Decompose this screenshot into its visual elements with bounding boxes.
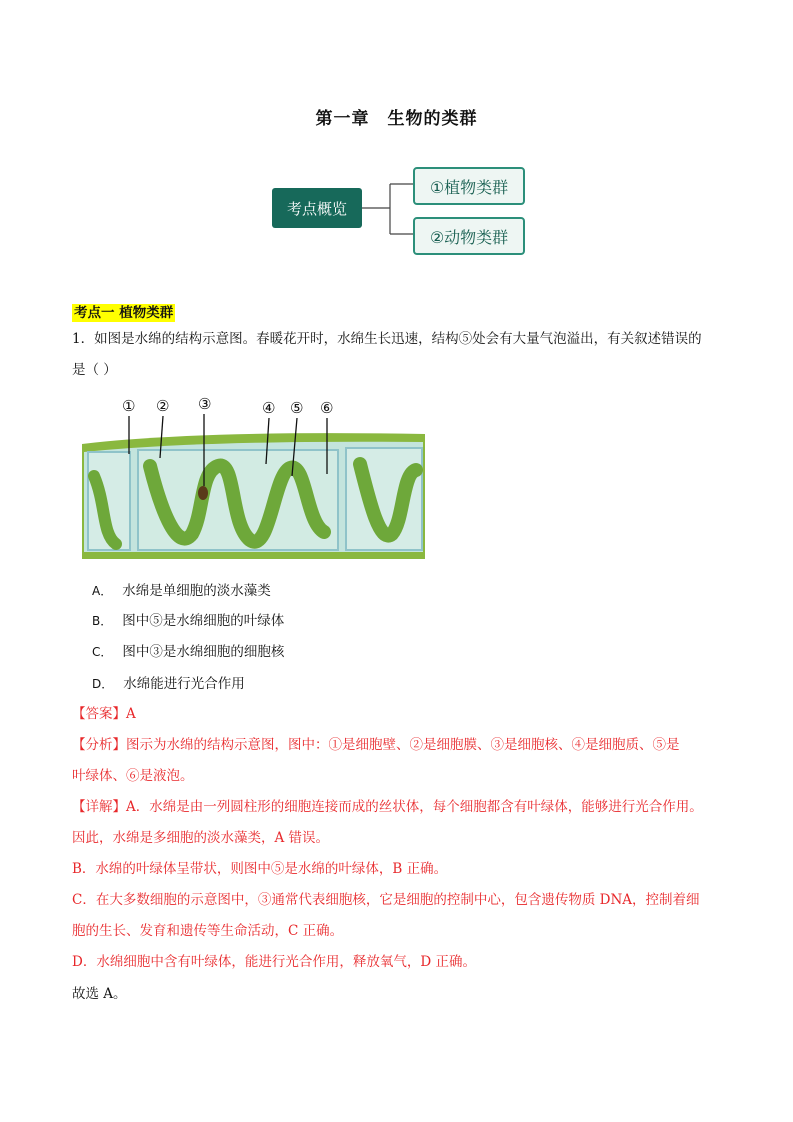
detail-line-4: C．在大多数细胞的示意图中，③通常代表细胞核，它是细胞的控制中心，包含遗传物质 DNA，控制着细	[72, 892, 700, 908]
question-line-1: 1．如图是水绵的结构示意图。春暖花开时，水绵生长迅速，结构⑤处会有大量气泡溢出，有关叙述错误的	[72, 331, 702, 347]
figure-label-3: ③	[198, 395, 212, 413]
analysis-line-2: 叶绿体、⑥是液泡。	[72, 768, 194, 784]
detail-block	[72, 792, 724, 978]
detail-line-5: 胞的生长、发育和遗传等生命活动，C 正确。	[72, 923, 344, 939]
option-b-key: B．	[92, 614, 113, 628]
figure-label-2: ②	[156, 397, 170, 415]
option-d-key: D．	[92, 677, 114, 691]
detail-line-6: D．水绵细胞中含有叶绿体，能进行光合作用，释放氧气，D 正确。	[72, 954, 476, 970]
option-d[interactable]	[92, 674, 245, 694]
figure-label-5: ⑤	[290, 399, 304, 417]
detail-line-2: 因此，水绵是多细胞的淡水藻类，A 错误。	[72, 830, 330, 846]
option-c-text: 图中③是水绵细胞的细胞核	[122, 644, 285, 660]
analysis-block	[72, 730, 724, 792]
chapter-name: 生物的类群	[387, 109, 478, 129]
option-a-key: A．	[92, 584, 113, 598]
figure-label-4: ④	[262, 399, 276, 417]
option-c[interactable]	[92, 642, 284, 662]
figure-label-6: ⑥	[320, 399, 334, 417]
detail-line-3: B．水绵的叶绿体呈带状，则图中⑤是水绵的叶绿体，B 正确。	[72, 861, 448, 877]
mindmap-node-plants: ①植物类群	[413, 167, 525, 205]
question-line-2: 是（ ）	[72, 362, 117, 378]
section-heading: 考点一 植物类群	[74, 305, 174, 321]
option-b[interactable]	[92, 611, 284, 631]
figure-label-1: ①	[122, 397, 136, 415]
analysis-line-1: 图示为水绵的结构示意图，图中：①是细胞壁、②是细胞膜、③是细胞核、④是细胞质、⑤是	[126, 737, 680, 753]
analysis-label: 【分析】	[72, 737, 126, 753]
mindmap-root: 考点概览	[272, 188, 362, 228]
option-c-key: C．	[92, 645, 113, 659]
answer-line	[72, 699, 724, 730]
spirogyra-diagram	[80, 394, 440, 564]
detail-line-1: A．水绵是由一列圆柱形的细胞连接而成的丝状体，每个细胞都含有叶绿体，能够进行光合作用。	[126, 799, 703, 815]
mindmap-node-animals: ②动物类群	[413, 217, 525, 255]
option-d-text: 水绵能进行光合作用	[123, 676, 245, 692]
option-a[interactable]	[92, 581, 271, 601]
conclusion: 故选 A。	[72, 986, 127, 1002]
option-b-text: 图中⑤是水绵细胞的叶绿体	[122, 613, 285, 629]
question-stem	[72, 324, 722, 386]
option-a-text: 水绵是单细胞的淡水藻类	[122, 583, 271, 599]
answer-value: A	[126, 706, 136, 722]
detail-label: 【详解】	[72, 799, 126, 815]
answer-label: 【答案】	[72, 706, 126, 722]
mindmap-connector	[0, 0, 793, 300]
chapter-number: 第一章	[315, 109, 370, 129]
